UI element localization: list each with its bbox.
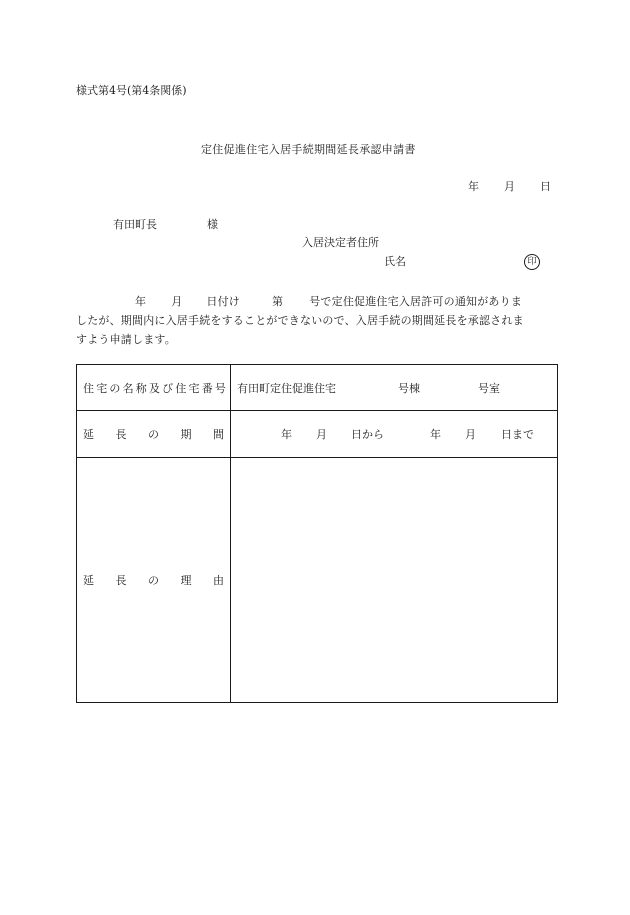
from-year: 年 bbox=[281, 428, 292, 441]
para-line3: すよう申請します。 bbox=[76, 333, 176, 346]
addressee-name: 有田町長 bbox=[113, 218, 157, 231]
para-year: 年 bbox=[135, 295, 147, 308]
table-row-housing bbox=[77, 365, 558, 411]
para-dated: 日付け bbox=[206, 295, 241, 308]
building-number-suffix: 号棟 bbox=[398, 381, 420, 395]
to-month: 月 bbox=[465, 428, 476, 441]
seal-mark: 印 bbox=[524, 254, 540, 270]
to-day: 日まで bbox=[501, 428, 534, 441]
table-row-period bbox=[77, 411, 558, 458]
date-month: 月 bbox=[504, 180, 515, 193]
to-year: 年 bbox=[430, 428, 441, 441]
reason-label: 延 長 の 理 由 bbox=[83, 574, 224, 587]
from-day: 日から bbox=[351, 428, 384, 441]
addressee-honorific: 様 bbox=[207, 218, 218, 231]
para-month: 月 bbox=[171, 295, 183, 308]
para-line1-rest: 号で定住促進住宅入居許可の通知がありま bbox=[309, 295, 523, 308]
paragraph-line-2 bbox=[76, 311, 552, 330]
housing-label-cell bbox=[77, 365, 231, 411]
room-number-suffix: 号室 bbox=[478, 381, 500, 395]
table-row-reason bbox=[77, 458, 558, 703]
document-title: 定住促進住宅入居手続期間延長承認申請書 bbox=[201, 143, 416, 156]
housing-value-cell[interactable] bbox=[231, 365, 558, 411]
application-table bbox=[76, 364, 558, 703]
housing-name: 有田町定住促進住宅 bbox=[237, 381, 336, 395]
date-year: 年 bbox=[468, 180, 479, 193]
paragraph-line-1 bbox=[76, 292, 552, 311]
period-value-cell[interactable] bbox=[231, 411, 558, 458]
period-label-cell bbox=[77, 411, 231, 458]
reason-value-cell[interactable] bbox=[231, 458, 558, 703]
para-line2: したが、期間内に入居手続をすることができないので、入居手続の期間延長を承認されま bbox=[76, 314, 524, 327]
reason-label-cell bbox=[77, 458, 231, 703]
from-month: 月 bbox=[316, 428, 327, 441]
housing-label: 住 宅 の 名 称 及 び 住 宅 番 号 bbox=[83, 381, 226, 395]
date-day: 日 bbox=[540, 180, 551, 193]
para-number: 第 bbox=[272, 295, 284, 308]
paragraph-line-3 bbox=[76, 330, 552, 349]
applicant-address-label: 入居決定者住所 bbox=[302, 236, 379, 249]
applicant-name-label: 氏名 bbox=[384, 255, 406, 268]
request-paragraph bbox=[76, 292, 552, 349]
form-number: 様式第4号(第4条関係) bbox=[76, 84, 187, 97]
period-label: 延 長 の 期 間 bbox=[83, 428, 224, 441]
